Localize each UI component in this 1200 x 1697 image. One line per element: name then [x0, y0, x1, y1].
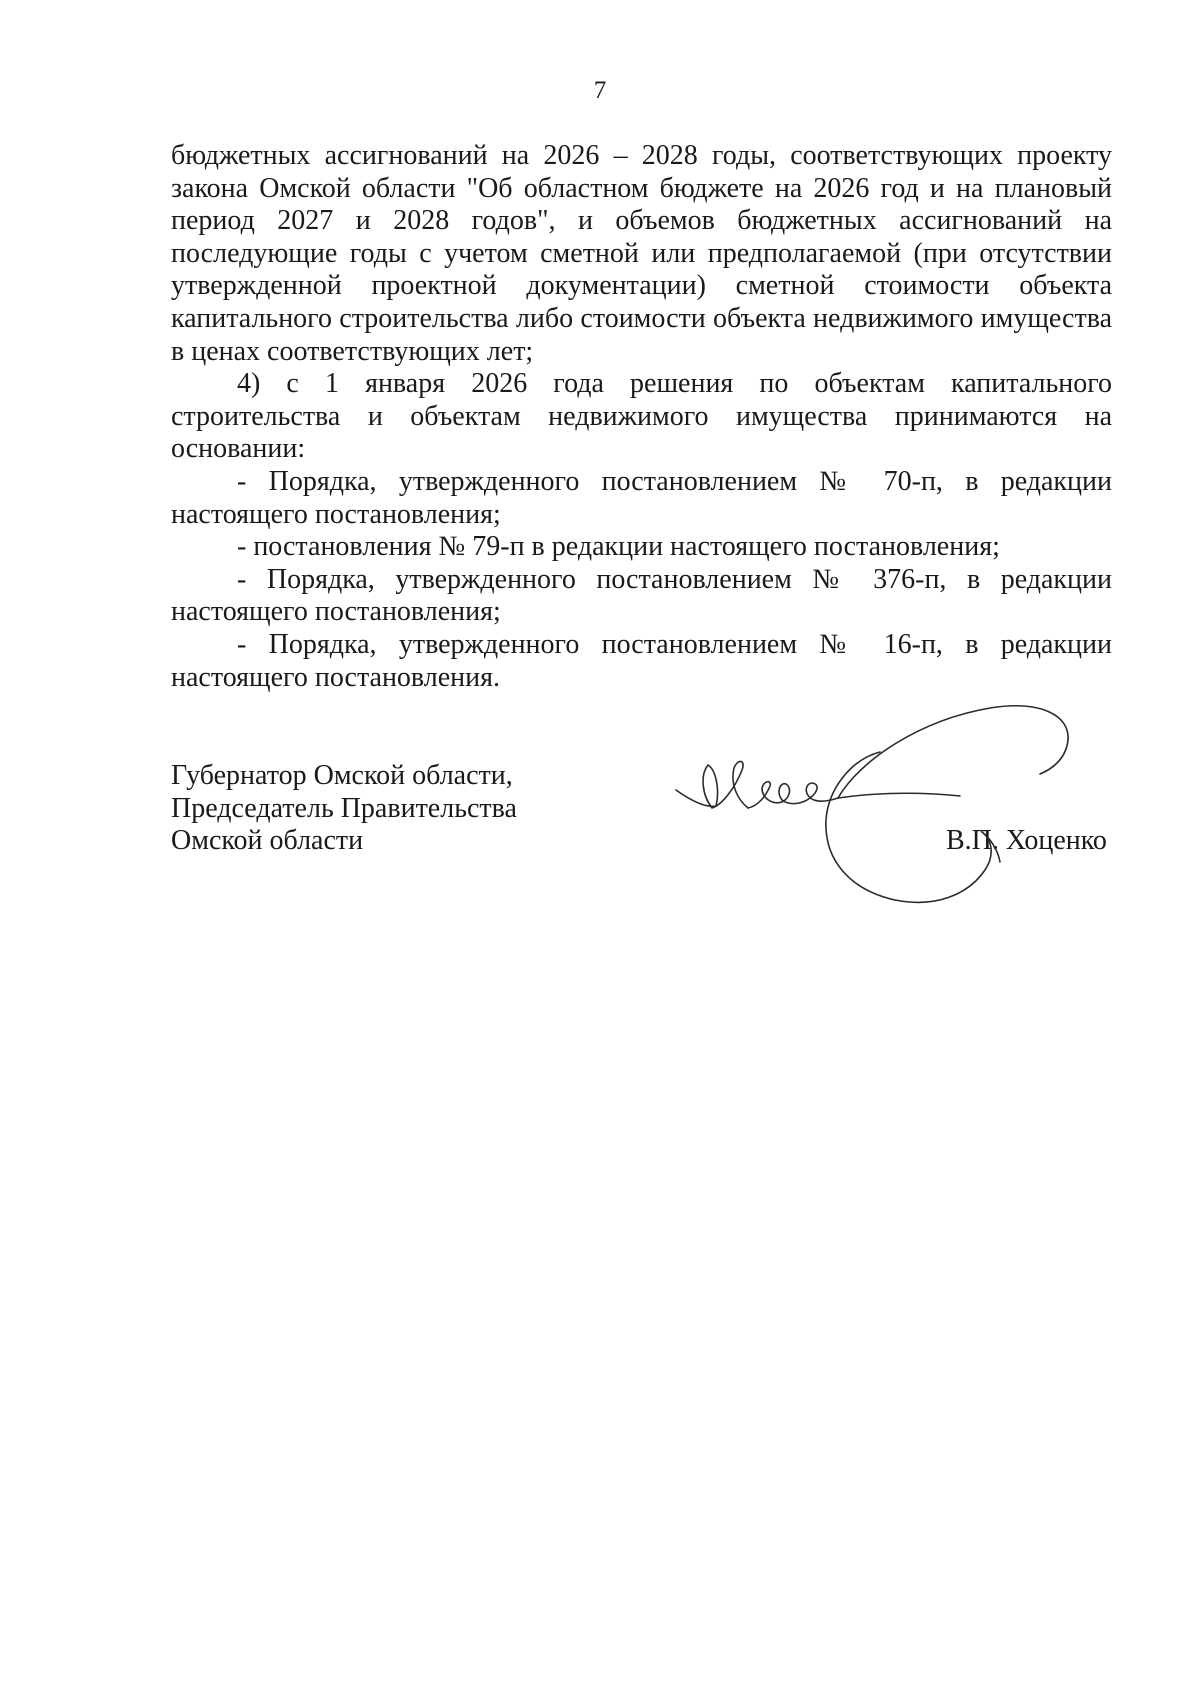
signatory-position: [171, 760, 517, 858]
document-body: [171, 140, 1112, 694]
signatory-position-line: Омской области: [171, 825, 364, 857]
paragraph-item-4: 4) с 1 января 2026 года решения по объектам капитального строительства и объектам недвижимого имущества принимаются на основании:: [171, 368, 1112, 465]
signatory-position-line: Председатель Правительства: [171, 792, 517, 824]
signatory-name: В.П. Хоценко: [946, 825, 1107, 856]
list-item-order-376: - Порядка, утвержденного постановлением № 376-п, в редакции настоящего постановления;: [171, 563, 1112, 628]
list-item-order-70: - Порядка, утвержденного постановлением № 70-п, в редакции настоящего постановления;: [171, 465, 1112, 530]
signatory-position-line: Губернатор Омской области,: [171, 760, 513, 791]
page-number: 7: [593, 77, 607, 104]
list-item-order-16: - Порядка, утвержденного постановлением № 16-п, в редакции настоящего постановления.: [171, 628, 1112, 693]
paragraph-budget-allocations: бюджетных ассигнований на 2026 – 2028 годы, соответствующих проекту закона Омской области "Об областном бюджете на 2026 год и на плановый период 2027 и 2028 годов", и объемов бюджетных ассигнований на последующие годы с учетом сметной или предполагаемой (при отсутствии утвержденной проектной документации) сметной стоимости объекта капитального строительства либо стоимости объекта недвижимого имущества в ценах соответствующих лет;: [171, 140, 1112, 367]
list-item-resolution-79: - постановления № 79-п в редакции настоящего постановления;: [237, 531, 1000, 563]
